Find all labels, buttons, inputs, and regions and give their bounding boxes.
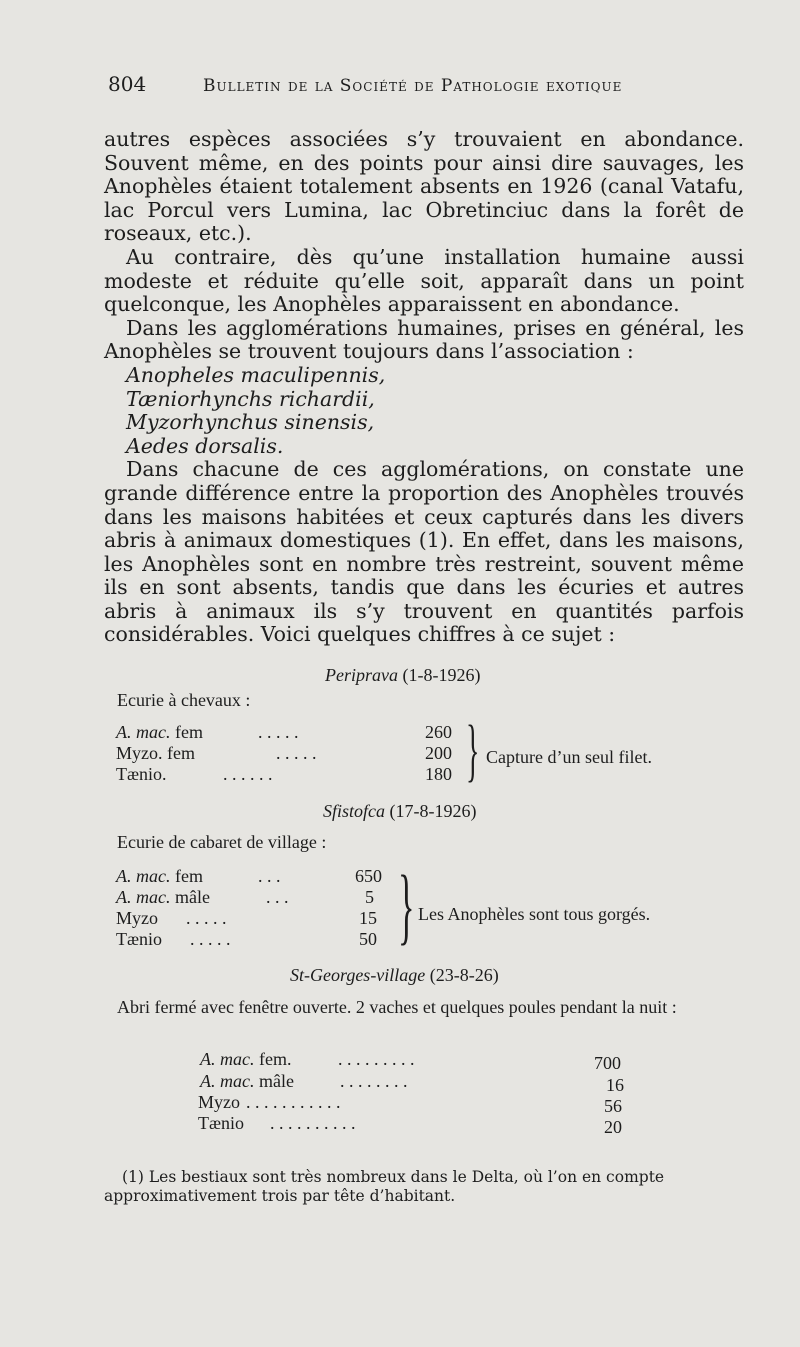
row-value: 16: [606, 1075, 624, 1095]
table2-note: Les Anophèles sont tous gorgés.: [418, 904, 651, 924]
species-item: Myzorhynchus sinensis,: [126, 410, 375, 435]
row-value: 650: [355, 866, 382, 886]
row-dots: . . . . . .: [223, 764, 273, 784]
row-label-species: A. mac.: [200, 1049, 255, 1069]
table3-date: (23-8-26): [429, 965, 499, 985]
row-value: 700: [594, 1053, 621, 1073]
running-header: [108, 72, 668, 102]
page-number: 804: [108, 72, 147, 96]
row-value: 5: [365, 887, 374, 907]
row-label-species: A. mac.: [116, 887, 171, 907]
table-row: Tænio: [116, 929, 163, 949]
row-dots: . . . . . . . .: [340, 1071, 408, 1091]
row-label: fem: [170, 866, 203, 886]
row-dots: . . . . . . . . . .: [270, 1113, 356, 1133]
species-item: Aedes dorsalis.: [126, 433, 284, 458]
row-value: 15: [359, 908, 377, 928]
table-row: Tænio.: [116, 764, 167, 784]
table1-place: Periprava: [325, 665, 398, 685]
row-dots: . . . . . . . . .: [338, 1049, 415, 1069]
row-dots: . . . . . . . . . . .: [246, 1092, 341, 1112]
row-label: mâle: [254, 1071, 294, 1091]
table1-date: (1-8-1926): [402, 665, 481, 685]
table-row: Myzo: [198, 1092, 240, 1112]
row-label: fem: [170, 722, 203, 742]
paragraph: Au contraire, dès qu’une installation humaine aussi modeste et réduite qu’elle soit, apparaît dans un point quelconque, les Anophèles apparaissent en abondance.: [104, 244, 744, 317]
row-value: 50: [359, 929, 377, 949]
table-row: Myzo. fem: [116, 743, 195, 763]
table2-subtitle: Ecurie de cabaret de village :: [117, 832, 327, 852]
table-row: [116, 866, 203, 887]
table1-subtitle: Ecurie à chevaux :: [117, 690, 251, 710]
curly-brace: }: [398, 857, 415, 953]
row-label-species: A. mac.: [200, 1071, 255, 1091]
table1-heading: [325, 665, 480, 686]
row-dots: . . . . .: [186, 908, 227, 928]
species-item: Tæniorhynchs richardii,: [126, 386, 375, 411]
table-row: Tænio: [198, 1113, 245, 1133]
table2-date: (17-8-1926): [389, 801, 477, 821]
running-title: Bulletin de la Société de Pathologie exotique: [203, 76, 623, 96]
paragraph: Dans chacune de ces agglomérations, on constate une grande différence entre la proportion des Anophèles trouvés dans les maisons habitées et ceux capturés dans les divers abris à animaux domestiques (1). En effet, dans les maisons, les Anophèles sont en nombre très restreint, souvent même ils en sont absents, tandis que dans les écuries et autres abris à animaux ils s’y trouvent en quantités parfois considérables. Voici quelques chiffres à ce sujet :: [104, 457, 744, 647]
curly-brace: }: [466, 712, 480, 789]
paragraph: autres espèces associées s’y trouvaient en abondance. Souvent même, en des points pour ainsi dire sauvages, les Anophèles étaient totalement absents en 1926 (canal Vatafu, lac Porcul vers Lumina, lac Obretinciuc dans la forêt de roseaux, etc.).: [104, 127, 744, 246]
row-value: 260: [425, 722, 452, 742]
paragraph: Dans les agglomérations humaines, prises en général, les Anophèles se trouvent toujours dans l’association :: [104, 315, 744, 364]
row-dots: . . . . .: [276, 743, 317, 763]
row-label-species: A. mac.: [116, 722, 171, 742]
row-value: 56: [604, 1096, 622, 1116]
row-value: 180: [425, 764, 452, 784]
table-row: [200, 1071, 294, 1092]
table2-heading: [323, 801, 476, 822]
table2-place: Sfistofca: [323, 801, 385, 821]
footnote: (1) Les bestiaux sont très nombreux dans le Delta, où l’on en compte approximativement trois par tête d’habitant.: [104, 1168, 665, 1205]
row-dots: . . .: [258, 866, 281, 886]
row-dots: . . .: [266, 887, 289, 907]
row-label: mâle: [170, 887, 210, 907]
table3-heading: [290, 965, 499, 986]
table-row: [116, 887, 210, 908]
table3-place: St-Georges-village: [290, 965, 426, 985]
species-item: Anopheles maculipennis,: [126, 362, 386, 387]
table-row: [200, 1049, 291, 1070]
row-dots: . . . . .: [258, 722, 299, 742]
row-value: 200: [425, 743, 452, 763]
row-dots: . . . . .: [190, 929, 231, 949]
table-row: Myzo: [116, 908, 158, 928]
table3-subtitle: Abri fermé avec fenêtre ouverte. 2 vaches et quelques poules pendant la nuit :: [117, 997, 677, 1017]
table-row: [116, 722, 203, 743]
body-text: [104, 128, 744, 647]
row-value: 20: [604, 1117, 622, 1137]
table1-note: Capture d’un seul filet.: [486, 747, 652, 767]
row-label-species: A. mac.: [116, 866, 171, 886]
row-label: fem.: [254, 1049, 292, 1069]
